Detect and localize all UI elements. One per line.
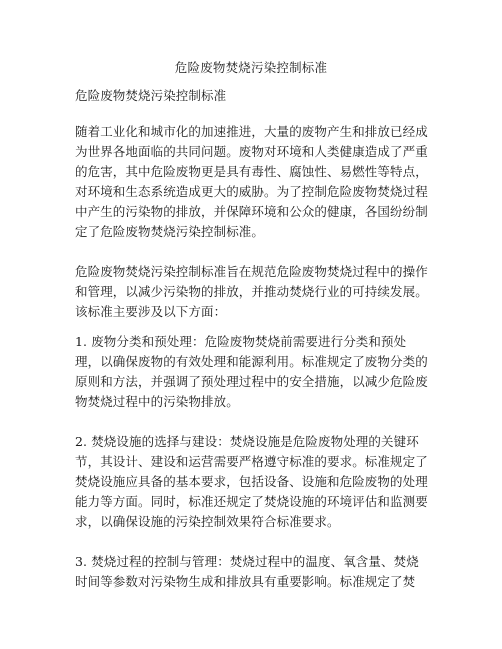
paragraph-item-3: 3. 焚烧过程的控制与管理：焚烧过程中的温度、氧含量、焚烧时间等参数对污染物生成和排放具有重要影响。标准规定了焚 bbox=[75, 554, 419, 589]
document-subtitle: 危险废物焚烧污染控制标准 bbox=[75, 88, 227, 103]
paragraph-purpose: 危险废物焚烧污染控制标准旨在规范危险废物焚烧过程中的操作和管理，以减少污染物的排放，并推动焚烧行业的可持续发展。该标准主要涉及以下方面： bbox=[75, 264, 428, 319]
document-title: 危险废物焚烧污染控制标准 bbox=[174, 60, 328, 75]
paragraph-intro: 随着工业化和城市化的加速推进，大量的废物产生和排放已经成为世界各地面临的共同问题。废物对环境和人类健康造成了严重的危害，其中危险废物更是具有毒性、腐蚀性、易燃性等特点，对环境和生态系统造成更大的威胁。为了控制危险废物焚烧过程中产生的污染物的排放，并保障环境和公众的健康，各国纷纷制定了危险废物焚烧污染控制标准。 bbox=[75, 124, 428, 239]
paragraph-item-1: 1. 废物分类和预处理：危险废物焚烧前需要进行分类和预处理，以确保废物的有效处理和能源利用。标准规定了废物分类的原则和方法，并强调了预处理过程中的安全措施，以减少危险废物焚烧过程中的污染物排放。 bbox=[75, 334, 428, 409]
paragraph-item-2: 2. 焚烧设施的选择与建设：焚烧设施是危险废物处理的关键环节，其设计、建设和运营需要严格遵守标准的要求。标准规定了焚烧设施应具备的基本要求，包括设备、设施和危险废物的处理能力等方面。同时，标准还规定了焚烧设施的环境评估和监测要求，以确保设施的污染控制效果符合标准要求。 bbox=[75, 434, 428, 529]
